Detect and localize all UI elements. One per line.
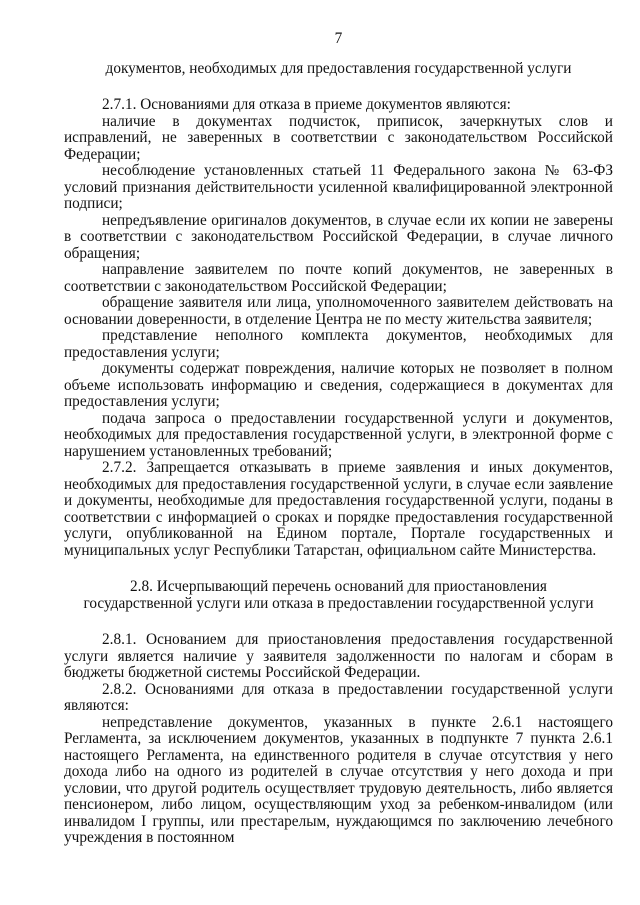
section-2-7-1-item-3: непредъявление оригиналов документов, в случае если их копии не заверены в соответствии с законодательством Российской Федерации, в случае личного обращения; <box>64 211 613 262</box>
section-2-8-heading <box>64 579 613 612</box>
section-2-8-heading-line-1: 2.8. Исчерпывающий перечень оснований для приостановления <box>130 578 547 595</box>
section-2-7-1-item-5: обращение заявителя или лица, уполномоченного заявителем действовать на основании доверенности, в отделение Центра не по месту жительства заявителя; <box>64 294 613 328</box>
section-2-8-2-title: 2.8.2. Основаниями для отказа в предоставлении государственной услуги являются: <box>64 680 613 714</box>
continued-heading-line: документов, необходимых для предоставления государственной услуги <box>105 59 572 77</box>
section-2-7-1-item-6: представление неполного комплекта документов, необходимых для предоставления услуги; <box>64 327 613 361</box>
section-2-7-2: 2.7.2. Запрещается отказывать в приеме заявления и иных документов, необходимых для предоставления государственной услуги, в случае если заявление и документы, необходимые для предоставления государственной услуги, поданы в соответствии с информацией о сроках и порядке предоставления государственной услуги, опубликованной на Едином портале, Портале государственных и муниципальных услуг Республики Татарстан, официальном сайте Министерства. <box>64 459 613 559</box>
page-number: 7 <box>334 30 343 47</box>
section-2-8-2-item-1: непредставление документов, указанных в пункте 2.6.1 настоящего Регламента, за исключением документов, указанных в подпункте 7 пункта 2.6.1 настоящего Регламента, на единственного родителя в случае отсутствия у него дохода либо на одного из родителей в случае отсутствия у него дохода и при условии, что другой родитель осуществляет трудовую деятельность, либо является пенсионером, либо лицом, осуществляющим уход за ребенком-инвалидом (или инвалидом I группы, или престарелым, нуждающимся по заключению лечебного учреждения в постоянном <box>64 713 613 846</box>
section-2-8-1: 2.8.1. Основанием для приостановления предоставления государственной услуги является наличие у заявителя задолженности по налогам и сборам в бюджеты бюджетной системы Российской Федерации. <box>64 631 613 681</box>
section-2-7-1-item-2: несоблюдение установленных статьей 11 Федерального закона № 63-ФЗ условий признания действительности усиленной квалифицированной электронной подписи; <box>64 162 613 212</box>
section-2-7-1-title: 2.7.1. Основаниями для отказа в приеме документов являются: <box>102 96 511 113</box>
section-2-7-1-item-7: документы содержат повреждения, наличие которых не позволяет в полном объеме использовать информацию и сведения, содержащиеся в документах для предоставления услуги; <box>64 360 613 410</box>
section-2-7-1-item-1: наличие в документах подчисток, приписок, зачеркнутых слов и исправлений, не заверенных в соответствии с законодательством Российской Федерации; <box>64 112 613 163</box>
section-2-8-heading-line-2: государственной услуги или отказа в предоставлении государственной услуги <box>83 594 594 612</box>
section-2-7-1-item-4: направление заявителем по почте копий документов, не заверенных в соответствии с законодательством Российской Федерации; <box>64 261 613 295</box>
section-2-7-1-item-8: подача запроса о предоставлении государственной услуги и документов, необходимых для предоставления государственной услуги, в электронной форме с нарушением установленных требований; <box>64 409 613 460</box>
